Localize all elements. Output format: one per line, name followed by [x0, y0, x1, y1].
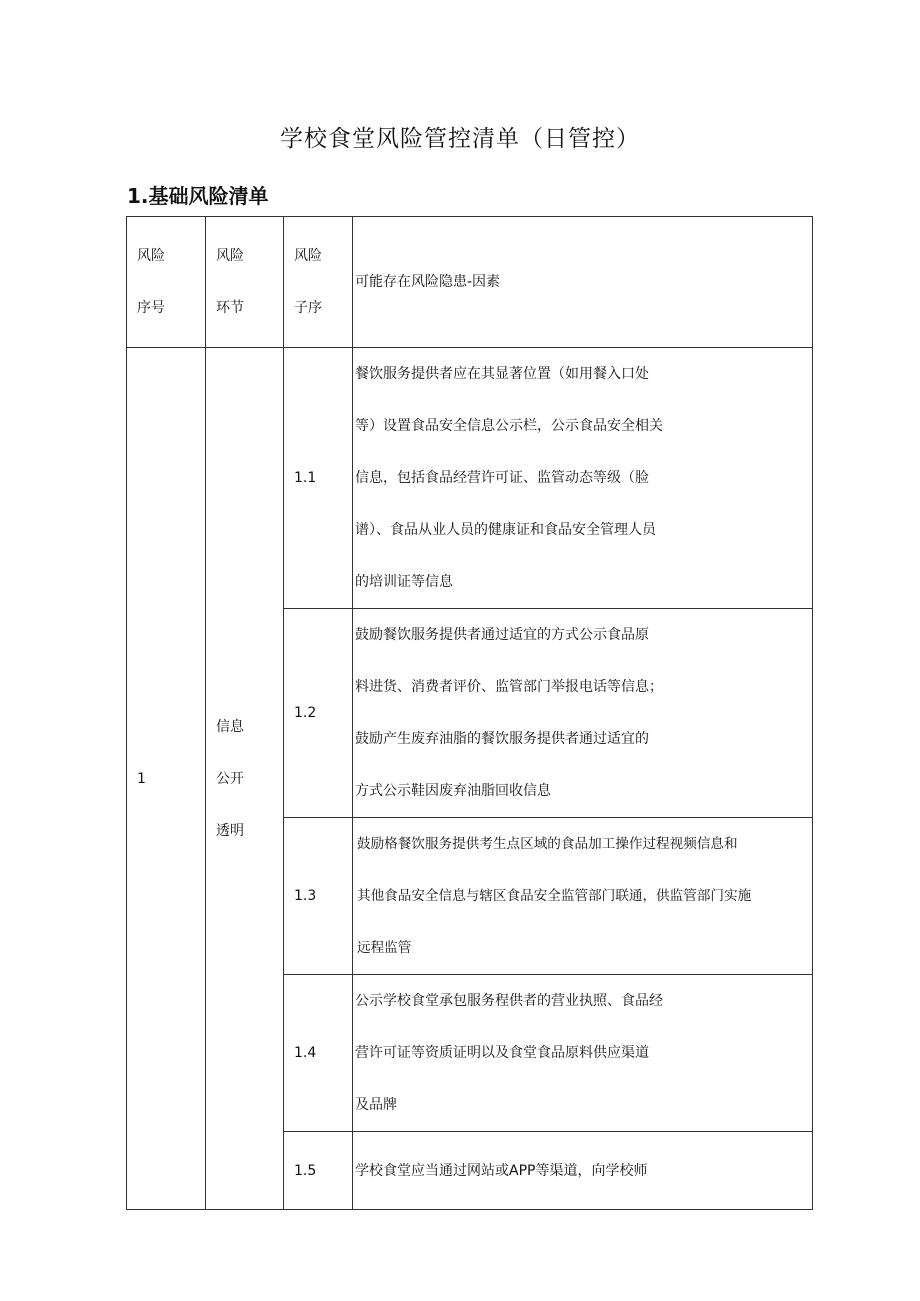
header-risk-number: 风险 序号: [127, 217, 206, 348]
risk-factor-cell: 餐饮服务提供者应在其显著位置（如用餐入口处 等）设置食品安全信息公示栏，公示食品安全相关 信息，包括食品经营许可证、监管动态等级（脸 谱）、食品从业人员的健康证和食品安全管理人员 的培训证等信息: [353, 348, 813, 609]
sub-number-cell: 1.2: [284, 609, 353, 818]
risk-factor-cell: 学校食堂应当通过网站或APP等渠道，向学校师: [353, 1132, 813, 1210]
risk-factor-cell: 鼓励格餐饮服务提供考生点区域的食品加工操作过程视频信息和 其他食品安全信息与辖区食品安全监管部门联通，供监管部门实施 远程监管: [353, 818, 813, 975]
risk-stage-cell: 信息 公开 透明: [206, 348, 284, 1210]
sub-number-cell: 1.4: [284, 975, 353, 1132]
header-risk-factors: 可能存在风险隐患-因素: [353, 217, 813, 348]
sub-number-cell: 1.1: [284, 348, 353, 609]
sub-number-cell: 1.5: [284, 1132, 353, 1210]
header-row: [127, 217, 813, 348]
header-risk-subnumber: 风险 子序: [284, 217, 353, 348]
risk-factor-cell: 公示学校食堂承包服务程供者的营业执照、食品经 营许可证等资质证明以及食堂食品原料供应渠道 及品牌: [353, 975, 813, 1132]
risk-factor-cell: 鼓励餐饮服务提供者通过适宜的方式公示食品原 料进货、消费者评价、监管部门举报电话等信息； 鼓励产生废弃油脂的餐饮服务提供者通过适宜的 方式公示鞋因废弃油脂回收信息: [353, 609, 813, 818]
document-title: 学校食堂风险管控清单（日管控）: [280, 126, 640, 152]
risk-table: [126, 216, 813, 1210]
risk-number-cell: 1: [127, 348, 206, 1210]
table-row: [127, 348, 813, 609]
section-heading: 1.基础风险清单: [127, 184, 269, 208]
sub-number-cell: 1.3: [284, 818, 353, 975]
header-risk-stage: 风险 环节: [206, 217, 284, 348]
